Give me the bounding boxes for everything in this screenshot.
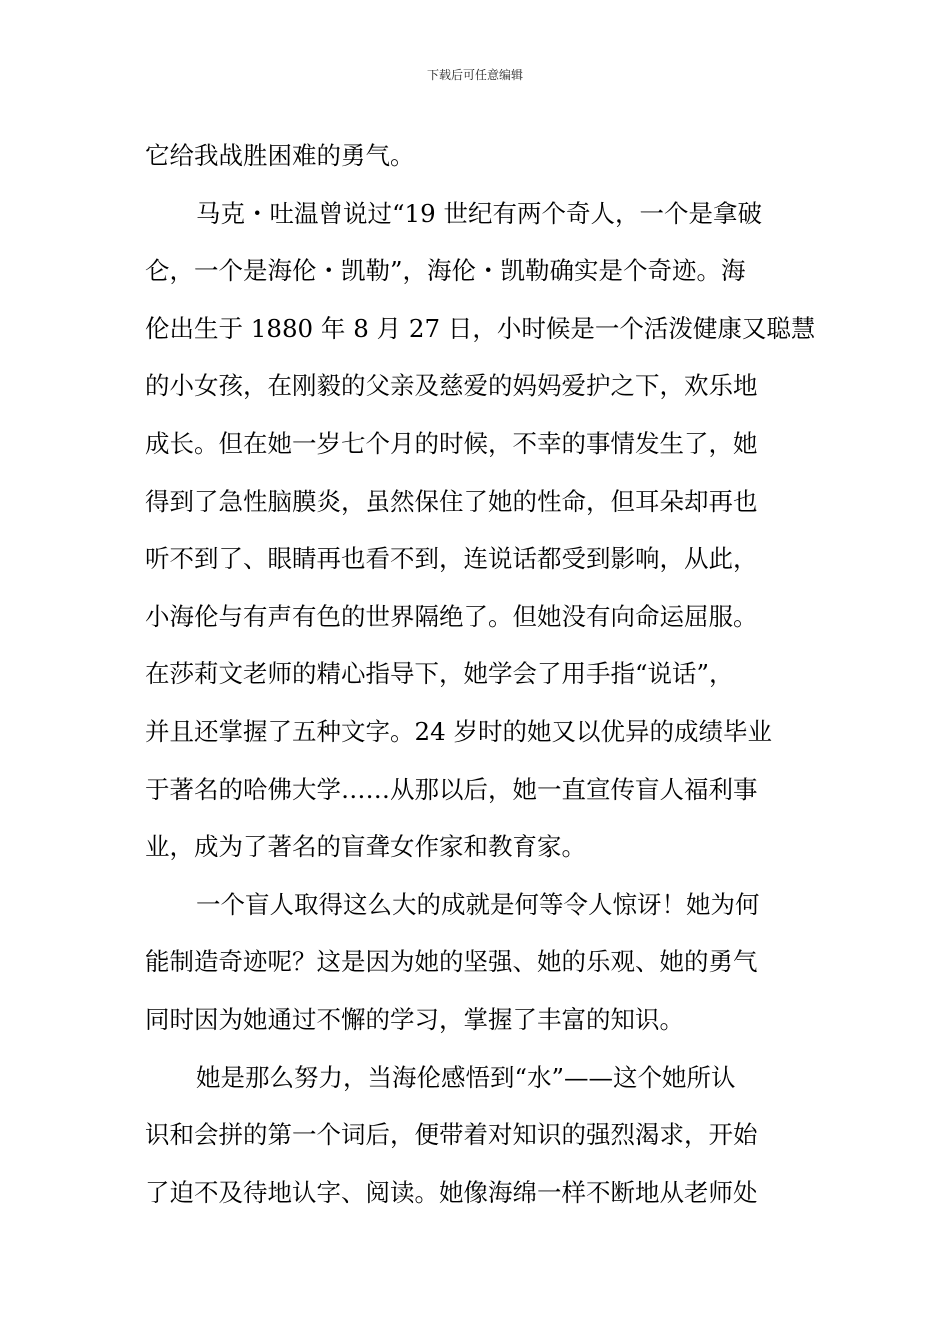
text-line: 听不到了、眼睛再也看不到，连说话都受到影响，从此， [145, 544, 758, 574]
text-line: 仑，一个是海伦・凯勒”，海伦・凯勒确实是个奇迹。海 [145, 256, 746, 286]
text-line: 伦出生于 1880 年 8 月 27 日，小时候是一个活泼健康又聪慧 [145, 313, 815, 343]
text-line: 识和会拼的第一个词后，便带着对知识的强烈渴求，开始 [145, 1120, 758, 1150]
document-body [145, 127, 815, 1221]
text-line: 小海伦与有声有色的世界隔绝了。但她没有向命运屈服。 [145, 601, 758, 631]
text-line: 能制造奇迹呢？这是因为她的坚强、她的乐观、她的勇气 [145, 947, 758, 977]
text-line: 同时因为她通过不懈的学习，掌握了丰富的知识。 [145, 1004, 684, 1034]
paragraph-first-line: 一个盲人取得这么大的成就是何等令人惊讶！她为何 [196, 889, 760, 919]
text-line: 它给我战胜困难的勇气。 [145, 141, 415, 170]
text-line: 业，成为了著名的盲聋女作家和教育家。 [145, 832, 586, 862]
text-line: 的小女孩，在刚毅的父亲及慈爱的妈妈爱护之下，欢乐地 [145, 371, 758, 401]
text-line: 成长。但在她一岁七个月的时候，不幸的事情发生了，她 [145, 428, 758, 458]
text-line: 了迫不及待地认字、阅读。她像海绵一样不断地从老师处 [145, 1177, 758, 1207]
paragraph-first-line: 马克・吐温曾说过“19 世纪有两个奇人，一个是拿破 [196, 198, 762, 228]
page-header: 下载后可任意编辑 [426, 68, 523, 82]
text-line: 得到了急性脑膜炎，虽然保住了她的性命，但耳朵却再也 [145, 486, 758, 516]
text-line: 于著名的哈佛大学……从那以后，她一直宣传盲人福利事 [145, 774, 758, 804]
paragraph-first-line: 她是那么努力，当海伦感悟到“水”——这个她所认 [196, 1062, 736, 1092]
text-line: 在莎莉文老师的精心指导下，她学会了用手指“说话”， [145, 659, 734, 689]
text-line: 并且还掌握了五种文字。24 岁时的她又以优异的成绩毕业 [145, 716, 772, 746]
